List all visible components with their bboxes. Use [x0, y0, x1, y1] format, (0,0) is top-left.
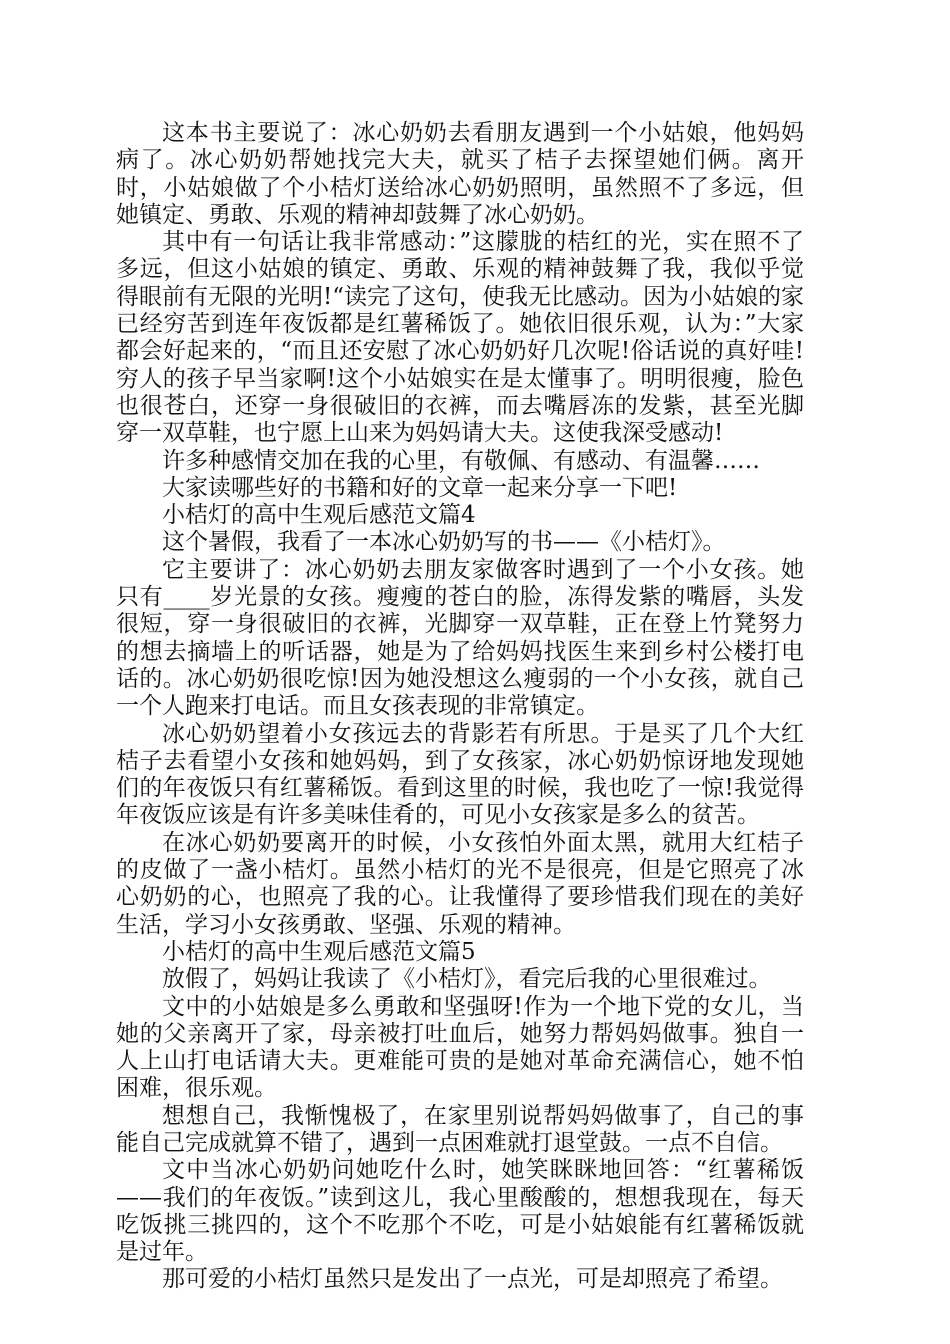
paragraph: 冰心奶奶望着小女孩远去的背影若有所思。于是买了几个大红桔子去看望小女孩和她妈妈，到了女孩家，冰心奶奶惊讶地发现她们的年夜饭只有红薯稀饭。看到这里的时候，我也吃了一惊!我觉得年夜饭应该是有许多美味佳肴的，可见小女孩家是多么的贫苦。 [116, 720, 804, 829]
paragraph: 它主要讲了：冰心奶奶去朋友家做客时遇到了一个小女孩。她只有____岁光景的女孩。瘦瘦的苍白的脸，冻得发紫的嘴唇，头发很短，穿一身很破旧的衣裤，光脚穿一双草鞋，正在登上竹凳努力的想去摘墙上的听话器，她是为了给妈妈找医生来到乡村公楼打电话的。冰心奶奶很吃惊!因为她没想这么瘦弱的一个小女孩，就自己一个人跑来打电话。而且女孩表现的非常镇定。 [116, 556, 804, 720]
paragraph: 文中当冰心奶奶问她吃什么时，她笑眯眯地回答：“红薯稀饭——我们的年夜饭。”读到这儿，我心里酸酸的，想想我现在，每天吃饭挑三挑四的，这个不吃那个不吃，可是小姑娘能有红薯稀饭就是过年。 [116, 1157, 804, 1266]
section-heading: 小桔灯的高中生观后感范文篇5 [162, 938, 476, 965]
paragraph: 大家读哪些好的书籍和好的文章一起来分享一下吧! [162, 474, 678, 501]
section-heading: 小桔灯的高中生观后感范文篇4 [162, 502, 476, 529]
paragraph: 其中有一句话让我非常感动：”这朦胧的桔红的光，实在照不了多远，但这小姑娘的镇定、勇敢、乐观的精神鼓舞了我，我似乎觉得眼前有无限的光明!“读完了这句，使我无比感动。因为小姑娘的家已经穷苦到连年夜饭都是红薯稀饭了。她依旧很乐观，认为：”大家都会好起来的，“而且还安慰了冰心奶奶好几次呢!俗话说的真好哇!穷人的孩子早当家啊!这个小姑娘实在是太懂事了。明明很瘦，脸色也很苍白，还穿一身很破旧的衣裤，而去嘴唇冻的发紫，甚至光脚穿一双草鞋，也宁愿上山来为妈妈请大夫。这使我深受感动! [116, 229, 805, 447]
paragraph: 那可爱的小桔灯虽然只是发出了一点光，可是却照亮了希望。 [162, 1266, 783, 1293]
document-body [116, 120, 804, 1294]
paragraph: 这个暑假，我看了一本冰心奶奶写的书——《小桔灯》。 [162, 529, 726, 556]
paragraph: 放假了，妈妈让我读了《小桔灯》，看完后我的心里很难过。 [162, 966, 772, 993]
paragraph: 想想自己，我惭愧极了，在家里别说帮妈妈做事了，自己的事能自己完成就算不错了，遇到一点困难就打退堂鼓。一点不自信。 [116, 1102, 804, 1156]
paragraph: 在冰心奶奶要离开的时候，小女孩怕外面太黑，就用大红桔子的皮做了一盏小桔灯。虽然小桔灯的光不是很亮，但是它照亮了冰心奶奶的心，也照亮了我的心。让我懂得了要珍惜我们现在的美好生活，学习小女孩勇敢、坚强、乐观的精神。 [116, 829, 804, 938]
paragraph: 这本书主要说了：冰心奶奶去看朋友遇到一个小姑娘，他妈妈病了。冰心奶奶帮她找完大夫，就买了桔子去探望她们俩。离开时，小姑娘做了个小桔灯送给冰心奶奶照明，虽然照不了多远，但她镇定、勇敢、乐观的精神却鼓舞了冰心奶奶。 [116, 120, 804, 228]
paragraph: 许多种感情交加在我的心里，有敬佩、有感动、有温馨…… [162, 447, 760, 474]
paragraph: 文中的小姑娘是多么勇敢和坚强呀!作为一个地下党的女儿，当她的父亲离开了家，母亲被打吐血后，她努力帮妈妈做事。独自一人上山打电话请大夫。更难能可贵的是她对革命充满信心，她不怕困难，很乐观。 [116, 993, 804, 1102]
